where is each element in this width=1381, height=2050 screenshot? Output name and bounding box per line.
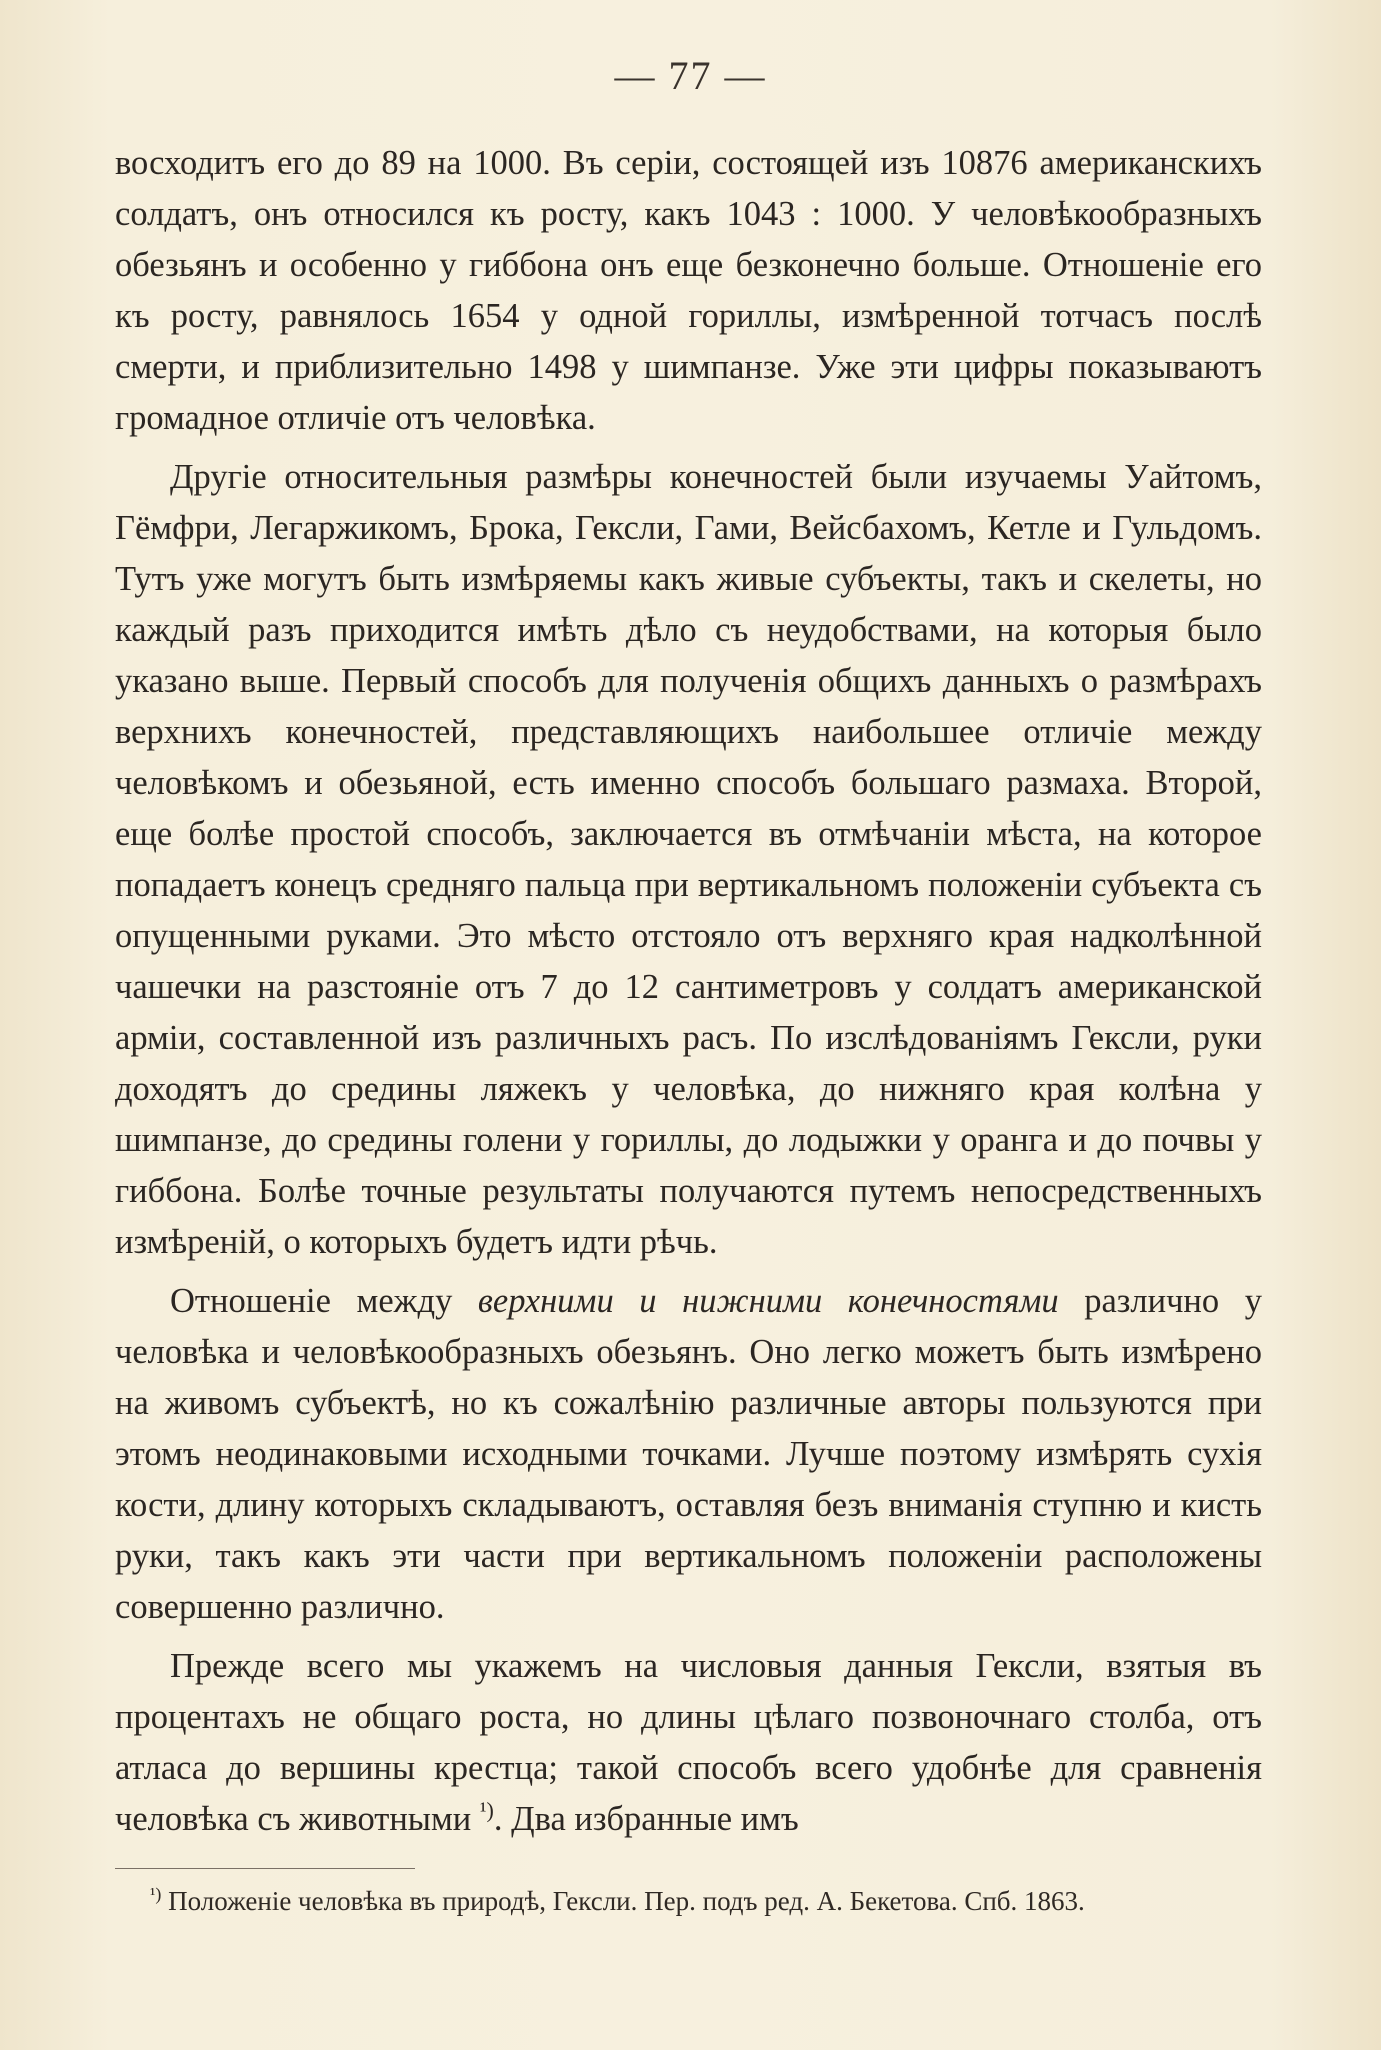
paragraph-3 [115, 1276, 1262, 1633]
paragraph-3-start: Отношеніе между [170, 1282, 478, 1320]
footnote-reference[interactable]: ¹) [479, 1797, 494, 1823]
paragraph-4-start: Прежде всего мы укажемъ на числовыя данныя Гексли, взятыя въ процентахъ не общаго роста, но длины цѣлаго позвоночнаго столба, отъ атласа до вершины крестца; такой способъ всего удобнѣе для сравненія человѣка съ животными [115, 1647, 1262, 1838]
body-text [115, 138, 1262, 1845]
footnote-text: Положеніе человѣка въ природѣ, Гексли. Пер. подъ ред. А. Бекетова. Спб. 1863. [161, 1886, 1085, 1916]
footnote-divider [115, 1868, 415, 1869]
page-number: — 77 — [614, 53, 767, 98]
paragraph-2: Другіе относительныя размѣры конечностей были изучаемы Уайтомъ, Гёмфри, Легаржикомъ, Брока, Гексли, Гами, Вейсбахомъ, Кетле и Гульдомъ. Тутъ уже могутъ быть измѣряемы какъ живые субъекты, такъ и скелеты, но каждый разъ приходится имѣть дѣло съ неудобствами, на которыя было указано выше. Первый способъ для полученія общихъ данныхъ о размѣрахъ верхнихъ конечностей, представляющихъ наибольшее отличіе между человѣкомъ и обезьяной, есть именно способъ большаго размаха. Второй, еще болѣе простой способъ, заключается въ отмѣчаніи мѣста, на которое попадаетъ конецъ средняго пальца при вертикальномъ положеніи субъекта съ опущенными руками. Это мѣсто отстояло отъ верхняго края надколѣнной чашечки на разстояніе отъ 7 до 12 сантиметровъ у солдатъ американской арміи, составленной изъ различныхъ расъ. По изслѣдованіямъ Гексли, руки доходятъ до средины ляжекъ у человѣка, до нижняго края колѣна у шимпанзе, до средины голени у гориллы, до лодыжки у оранга и до почвы у гиббона. Болѣе точные результаты получаются путемъ непосредственныхъ измѣреній, о которыхъ будетъ идти рѣчь. [115, 458, 1262, 1261]
paragraph-4-rest: . Два избранные имъ [493, 1800, 799, 1838]
footnote-mark: ¹) [150, 1884, 162, 1904]
paragraph-4 [115, 1641, 1262, 1845]
footnote [115, 1880, 1262, 1922]
paragraph-3-emphasis: верхними и нижними конечностями [477, 1282, 1059, 1320]
paragraph-1: восходитъ его до 89 на 1000. Въ серіи, состоящей изъ 10876 американскихъ солдатъ, онъ относился къ росту, какъ 1043 : 1000. У человѣкообразныхъ обезьянъ и особенно у гиббона онъ еще безконечно больше. Отношеніе его къ росту, равнялось 1654 у одной гориллы, измѣренной тотчасъ послѣ смерти, и приблизительно 1498 у шимпанзе. Уже эти цифры показываютъ громадное отличіе отъ человѣка. [115, 144, 1262, 437]
paragraph-3-rest: различно у человѣка и человѣкообразныхъ обезьянъ. Оно легко можетъ быть измѣрено на живомъ субъектѣ, но къ сожалѣнію различные авторы пользуются при этомъ неодинаковыми исходными точками. Лучше поэтому измѣрять сухія кости, длину которыхъ складываютъ, оставляя безъ вниманія ступню и кисть руки, такъ какъ эти части при вертикальномъ положеніи расположены совершенно различно. [115, 1282, 1262, 1626]
